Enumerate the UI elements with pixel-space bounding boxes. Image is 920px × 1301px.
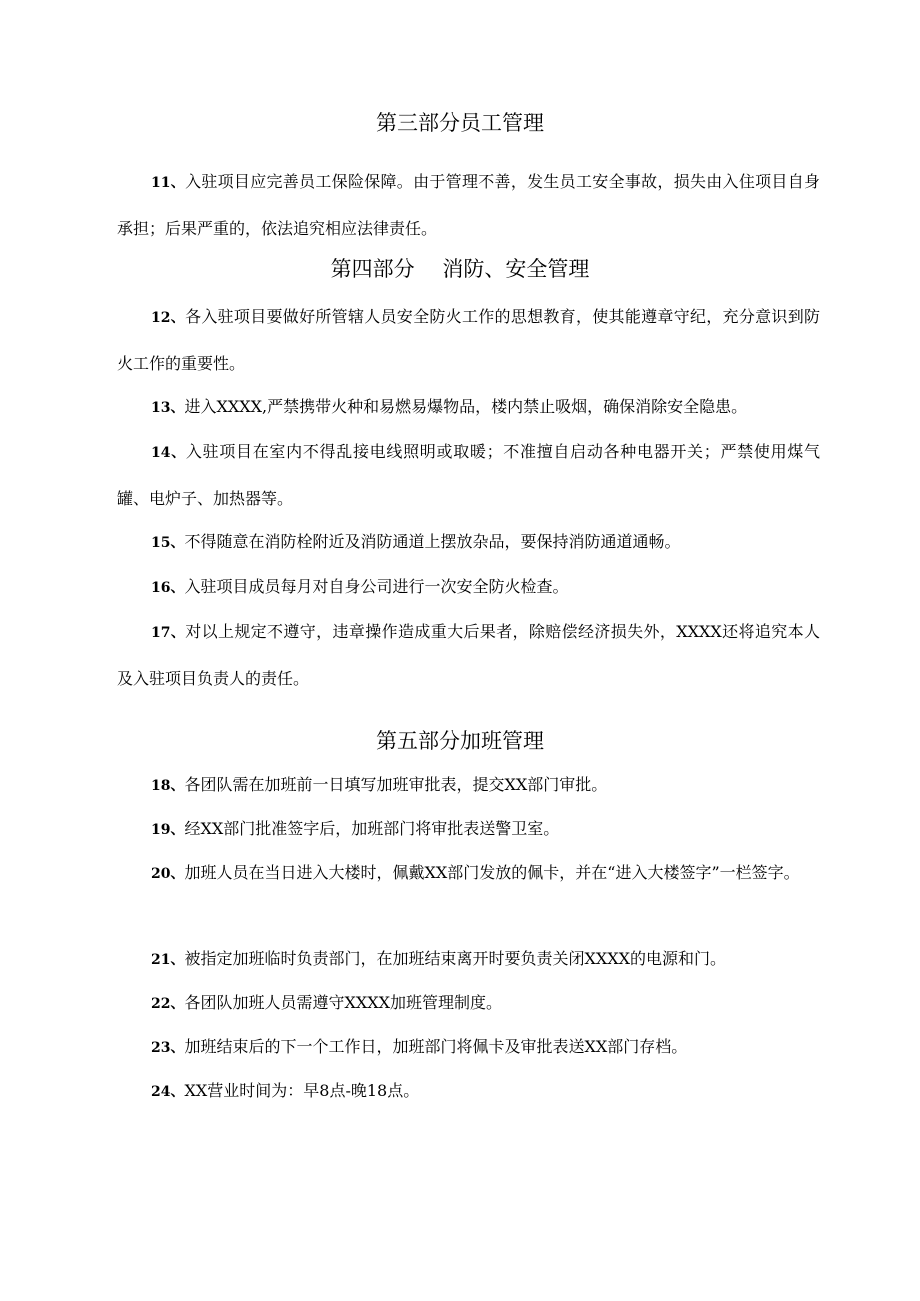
clause-number: 22、 bbox=[151, 996, 185, 1012]
clause-15 bbox=[117, 519, 820, 566]
clause-text: 入驻项目在室内不得乱接电线照明或取暖；不准擅自启动各种电器开关；严禁使用煤气罐、电炉子、加热器等。 bbox=[117, 442, 820, 508]
clause-21 bbox=[117, 936, 820, 983]
clause-22 bbox=[117, 980, 820, 1027]
clause-14 bbox=[117, 429, 820, 521]
clause-text: 各团队需在加班前一日填写加班审批表，提交XX部门审批。 bbox=[184, 775, 608, 794]
clause-text: 经XX部门批准签字后，加班部门将审批表送警卫室。 bbox=[184, 819, 560, 838]
clause-number: 18、 bbox=[151, 778, 185, 794]
clause-23 bbox=[117, 1024, 820, 1071]
clause-text: 对以上规定不遵守，违章操作造成重大后果者，除赔偿经济损失外，XXXX还将追究本人及入驻项目负责人的责任。 bbox=[117, 622, 820, 688]
clause-text: XX营业时间为：早8点-晚18点。 bbox=[184, 1081, 420, 1100]
clause-17 bbox=[117, 609, 820, 701]
clause-11 bbox=[117, 159, 820, 251]
clause-text: 被指定加班临时负责部门，在加班结束离开时要负责关闭XXXX的电源和门。 bbox=[184, 949, 727, 968]
clause-number: 19、 bbox=[151, 822, 185, 838]
clause-20 bbox=[117, 850, 820, 897]
clause-18 bbox=[117, 762, 820, 809]
section-heading-fire-safety: 第四部分 消防、安全管理 bbox=[330, 257, 590, 281]
clause-number: 17、 bbox=[151, 625, 186, 641]
section-heading-staff: 第三部分员工管理 bbox=[376, 111, 544, 135]
clause-24 bbox=[117, 1068, 820, 1115]
clause-number: 21、 bbox=[151, 952, 185, 968]
clause-number: 14、 bbox=[151, 445, 186, 461]
clause-number: 24、 bbox=[151, 1084, 185, 1100]
clause-text: 各入驻项目要做好所管辖人员安全防火工作的思想教育，使其能遵章守纪，充分意识到防火工作的重要性。 bbox=[117, 307, 820, 373]
clause-number: 11、 bbox=[151, 175, 186, 191]
clause-text: 入驻项目成员每月对自身公司进行一次安全防火检查。 bbox=[184, 577, 569, 596]
section-heading-overtime: 第五部分加班管理 bbox=[376, 729, 544, 753]
clause-number: 12、 bbox=[151, 310, 186, 326]
clause-16 bbox=[117, 564, 820, 611]
clause-text: 不得随意在消防栓附近及消防通道上摆放杂品，要保持消防通道通畅。 bbox=[184, 532, 681, 551]
clause-19 bbox=[117, 806, 820, 853]
clause-text: 加班结束后的下一个工作日，加班部门将佩卡及审批表送XX部门存档。 bbox=[184, 1037, 688, 1056]
clause-number: 23、 bbox=[151, 1040, 185, 1056]
clause-13 bbox=[117, 384, 820, 431]
clause-text: 加班人员在当日进入大楼时，佩戴XX部门发放的佩卡，并在“进入大楼签字”一栏签字。 bbox=[184, 863, 800, 882]
clause-number: 13、 bbox=[151, 400, 185, 416]
clause-12 bbox=[117, 294, 820, 386]
clause-text: 入驻项目应完善员工保险保障。由于管理不善，发生员工安全事故，损失由入住项目自身承担；后果严重的，依法追究相应法律责任。 bbox=[117, 172, 820, 238]
clause-text: 各团队加班人员需遵守XXXX加班管理制度。 bbox=[184, 993, 503, 1012]
clause-text: 进入XXXX,严禁携带火种和易燃易爆物品，楼内禁止吸烟，确保消除安全隐患。 bbox=[184, 397, 748, 416]
clause-number: 20、 bbox=[151, 866, 185, 882]
clause-number: 15、 bbox=[151, 535, 185, 551]
clause-number: 16、 bbox=[151, 580, 185, 596]
